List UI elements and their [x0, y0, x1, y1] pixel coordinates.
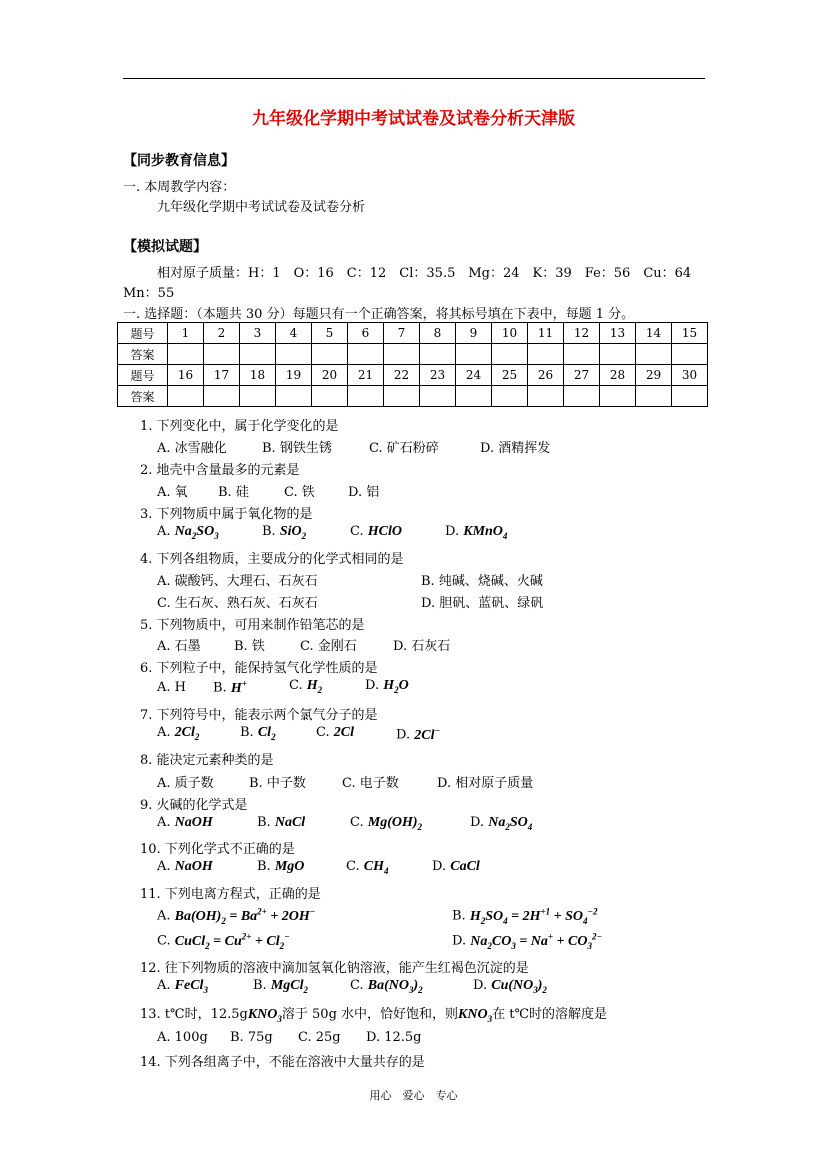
answer-cell[interactable] [492, 386, 528, 407]
table-cell: 28 [600, 365, 636, 386]
table-cell: 11 [528, 323, 564, 344]
table-cell: 30 [672, 365, 708, 386]
q10-option-b: B. MgO [257, 859, 305, 874]
q9-option-a: A. NaOH [157, 815, 213, 830]
q13-option-c: C. 25g [298, 1030, 341, 1045]
answer-cell[interactable] [312, 386, 348, 407]
answer-cell[interactable] [348, 344, 384, 365]
q1-option-c: C. 矿石粉碎 [369, 441, 439, 456]
q5-option-d: D. 石灰石 [393, 639, 451, 654]
q1-option-b: B. 钢铁生锈 [262, 441, 332, 456]
question-6: 6. 下列粒子中，能保持氢气化学性质的是 [140, 661, 378, 676]
answer-cell[interactable] [672, 386, 708, 407]
table-cell: 24 [456, 365, 492, 386]
table-row-number-1 [118, 323, 708, 344]
question-7: 7. 下列符号中，能表示两个氯气分子的是 [140, 708, 378, 723]
answer-cell[interactable] [492, 344, 528, 365]
question-13: 13. t℃时，12.5gKNO$_3$溶于 50g 水中，恰好饱和，则$KNO_3$在 t℃时的溶解度是 [140, 1007, 608, 1024]
label-number: 题号 [118, 365, 168, 386]
q9-option-d: D. $Na_2SO_4$ [470, 815, 533, 832]
table-cell: 20 [312, 365, 348, 386]
table-cell: 6 [348, 323, 384, 344]
teaching-content-text: 九年级化学期中考试试卷及试卷分析 [157, 200, 366, 215]
table-row-answer-2 [118, 386, 708, 407]
table-cell: 4 [276, 323, 312, 344]
table-cell: 2 [204, 323, 240, 344]
q12-option-a: A. FeCl$_3$ [157, 978, 208, 995]
q11-option-a: A. $Ba(OH)_2 = Ba^{2+} + 2OH^-$ [157, 906, 316, 926]
section-heading-sync: 【同步教育信息】 [123, 153, 235, 169]
q11-option-d: D. $Na_2CO_3 = Na^+ + CO_3^{2-}$ [452, 931, 602, 951]
q2-option-d: D. 铝 [348, 485, 380, 500]
answer-cell[interactable] [348, 386, 384, 407]
q11-option-b: B. $H_2SO_4 = 2H^{+1} + SO_4^{-2}$ [452, 906, 598, 926]
q5-option-c: C. 金刚石 [300, 639, 357, 654]
table-cell: 9 [456, 323, 492, 344]
q5-option-b: B. 铁 [234, 639, 265, 654]
answer-cell[interactable] [456, 386, 492, 407]
question-12: 12. 往下列物质的溶液中滴加氢氧化钠溶液，能产生红褐色沉淀的是 [140, 961, 529, 976]
q10-option-d: D. CaCl [432, 859, 480, 874]
q4-option-a: A. 碳酸钙、大理石、石灰石 [157, 574, 318, 589]
question-4: 4. 下列各组物质，主要成分的化学式相同的是 [140, 552, 404, 567]
answer-cell[interactable] [168, 344, 204, 365]
label-answer: 答案 [118, 344, 168, 365]
q12-option-b: B. MgCl$_2$ [253, 978, 309, 995]
table-cell: 8 [420, 323, 456, 344]
q6-option-b: B. H+ [213, 678, 247, 696]
q8-option-d: D. 相对原子质量 [437, 776, 534, 791]
table-cell: 29 [636, 365, 672, 386]
answer-table [117, 322, 708, 407]
answer-cell[interactable] [240, 386, 276, 407]
answer-cell[interactable] [240, 344, 276, 365]
q13-option-d: D. 12.5g [366, 1030, 422, 1045]
q6-option-d: D. $H_2O$ [365, 678, 409, 695]
question-8: 8. 能决定元素种类的是 [140, 753, 274, 768]
q9-option-c: C. $Mg(OH)_2$ [350, 815, 423, 832]
question-2: 2. 地壳中含量最多的元素是 [140, 463, 300, 478]
question-9: 9. 火碱的化学式是 [140, 798, 248, 813]
label-answer: 答案 [118, 386, 168, 407]
q11-option-c: C. CuCl$_2$ = $Cu^{2+} + Cl_2^-$ [157, 931, 290, 951]
q5-option-a: A. 石墨 [157, 639, 201, 654]
answer-cell[interactable] [384, 344, 420, 365]
table-cell: 15 [672, 323, 708, 344]
answer-cell[interactable] [600, 386, 636, 407]
q10-option-a: A. NaOH [157, 859, 213, 874]
q7-option-a: A. $2Cl_2$ [157, 725, 200, 742]
q3-option-d: D. KMnO$_4$ [445, 524, 508, 541]
q8-option-b: B. 中子数 [249, 776, 306, 791]
answer-cell[interactable] [420, 386, 456, 407]
section-heading-exam: 【模拟试题】 [123, 239, 207, 255]
label-number: 题号 [118, 323, 168, 344]
question-5: 5. 下列物质中，可用来制作铅笔芯的是 [140, 618, 365, 633]
q8-option-a: A. 质子数 [157, 776, 214, 791]
table-cell: 17 [204, 365, 240, 386]
q4-option-d: D. 胆矾、蓝矾、绿矾 [421, 596, 544, 611]
q2-option-c: C. 铁 [284, 485, 315, 500]
answer-cell[interactable] [204, 386, 240, 407]
answer-cell[interactable] [420, 344, 456, 365]
q10-option-c: C. $CH_4$ [346, 859, 389, 876]
answer-cell[interactable] [204, 344, 240, 365]
table-cell: 16 [168, 365, 204, 386]
answer-cell[interactable] [636, 386, 672, 407]
question-1: 1. 下列变化中，属于化学变化的是 [140, 419, 339, 434]
q1-option-d: D. 酒精挥发 [480, 441, 551, 456]
atomic-masses-line2: Mn：55 [123, 286, 175, 301]
answer-cell[interactable] [456, 344, 492, 365]
table-cell: 21 [348, 365, 384, 386]
q7-option-c: C. 2Cl [316, 725, 354, 740]
answer-cell[interactable] [312, 344, 348, 365]
table-cell: 25 [492, 365, 528, 386]
q1-option-a: A. 冰雪融化 [157, 441, 227, 456]
table-cell: 14 [636, 323, 672, 344]
header-rule [123, 78, 705, 79]
answer-cell[interactable] [276, 386, 312, 407]
table-cell: 13 [600, 323, 636, 344]
table-row-number-2 [118, 365, 708, 386]
table-cell: 10 [492, 323, 528, 344]
q8-option-c: C. 电子数 [342, 776, 399, 791]
answer-cell[interactable] [600, 344, 636, 365]
q12-option-c: C. $Ba(NO_3)_2$ [350, 978, 423, 995]
answer-cell[interactable] [636, 344, 672, 365]
instructions: 一. 选择题：（本题共 30 分）每题只有一个正确答案，将其标号填在下表中，每题 1 分。 [123, 307, 635, 322]
q2-option-b: B. 硅 [218, 485, 249, 500]
q6-option-a: A. H [157, 680, 186, 695]
answer-cell[interactable] [672, 344, 708, 365]
table-cell: 27 [564, 365, 600, 386]
atomic-masses-line1: 相对原子质量：H：1 O：16 C：12 Cl：35.5 Mg：24 K：39 Fe：56 Cu：64 [157, 266, 692, 281]
table-cell: 1 [168, 323, 204, 344]
q12-option-d: D. $Cu(NO_3)_2$ [473, 978, 547, 995]
q4-option-b: B. 纯碱、烧碱、火碱 [421, 574, 543, 589]
answer-cell[interactable] [528, 344, 564, 365]
q9-option-b: B. NaCl [257, 815, 306, 830]
q7-option-d: D. 2Cl− [396, 725, 440, 743]
answer-cell[interactable] [564, 344, 600, 365]
question-10: 10. 下列化学式不正确的是 [140, 842, 295, 857]
question-11: 11. 下列电离方程式，正确的是 [140, 887, 321, 902]
q6-option-c: C. $H_2$ [289, 678, 323, 695]
page-title: 九年级化学期中考试试卷及试卷分析天津版 [252, 109, 575, 129]
q3-option-a: A. $Na_2SO_3$ [157, 524, 219, 541]
table-cell: 22 [384, 365, 420, 386]
answer-cell[interactable] [384, 386, 420, 407]
q3-option-b: B. SiO$_2$ [262, 524, 307, 541]
table-row-answer-1 [118, 344, 708, 365]
table-cell: 19 [276, 365, 312, 386]
answer-cell[interactable] [564, 386, 600, 407]
table-cell: 7 [384, 323, 420, 344]
q13-option-a: A. 100g [157, 1030, 208, 1045]
table-cell: 3 [240, 323, 276, 344]
table-cell: 26 [528, 365, 564, 386]
page-footer: 用心 爱心 专心 [369, 1089, 458, 1102]
answer-cell[interactable] [528, 386, 564, 407]
table-cell: 5 [312, 323, 348, 344]
q2-option-a: A. 氧 [157, 485, 188, 500]
question-14: 14. 下列各组离子中，不能在溶液中大量共存的是 [140, 1055, 425, 1070]
answer-cell[interactable] [276, 344, 312, 365]
teaching-content-label: 一. 本周教学内容： [123, 180, 236, 195]
q4-option-c: C. 生石灰、熟石灰、石灰石 [157, 596, 318, 611]
q3-option-c: C. HClO [350, 524, 402, 539]
answer-cell[interactable] [168, 386, 204, 407]
table-cell: 23 [420, 365, 456, 386]
q13-option-b: B. 75g [230, 1030, 273, 1045]
table-cell: 12 [564, 323, 600, 344]
question-3: 3. 下列物质中属于氧化物的是 [140, 507, 313, 522]
q7-option-b: B. $Cl_2$ [240, 725, 276, 742]
table-cell: 18 [240, 365, 276, 386]
